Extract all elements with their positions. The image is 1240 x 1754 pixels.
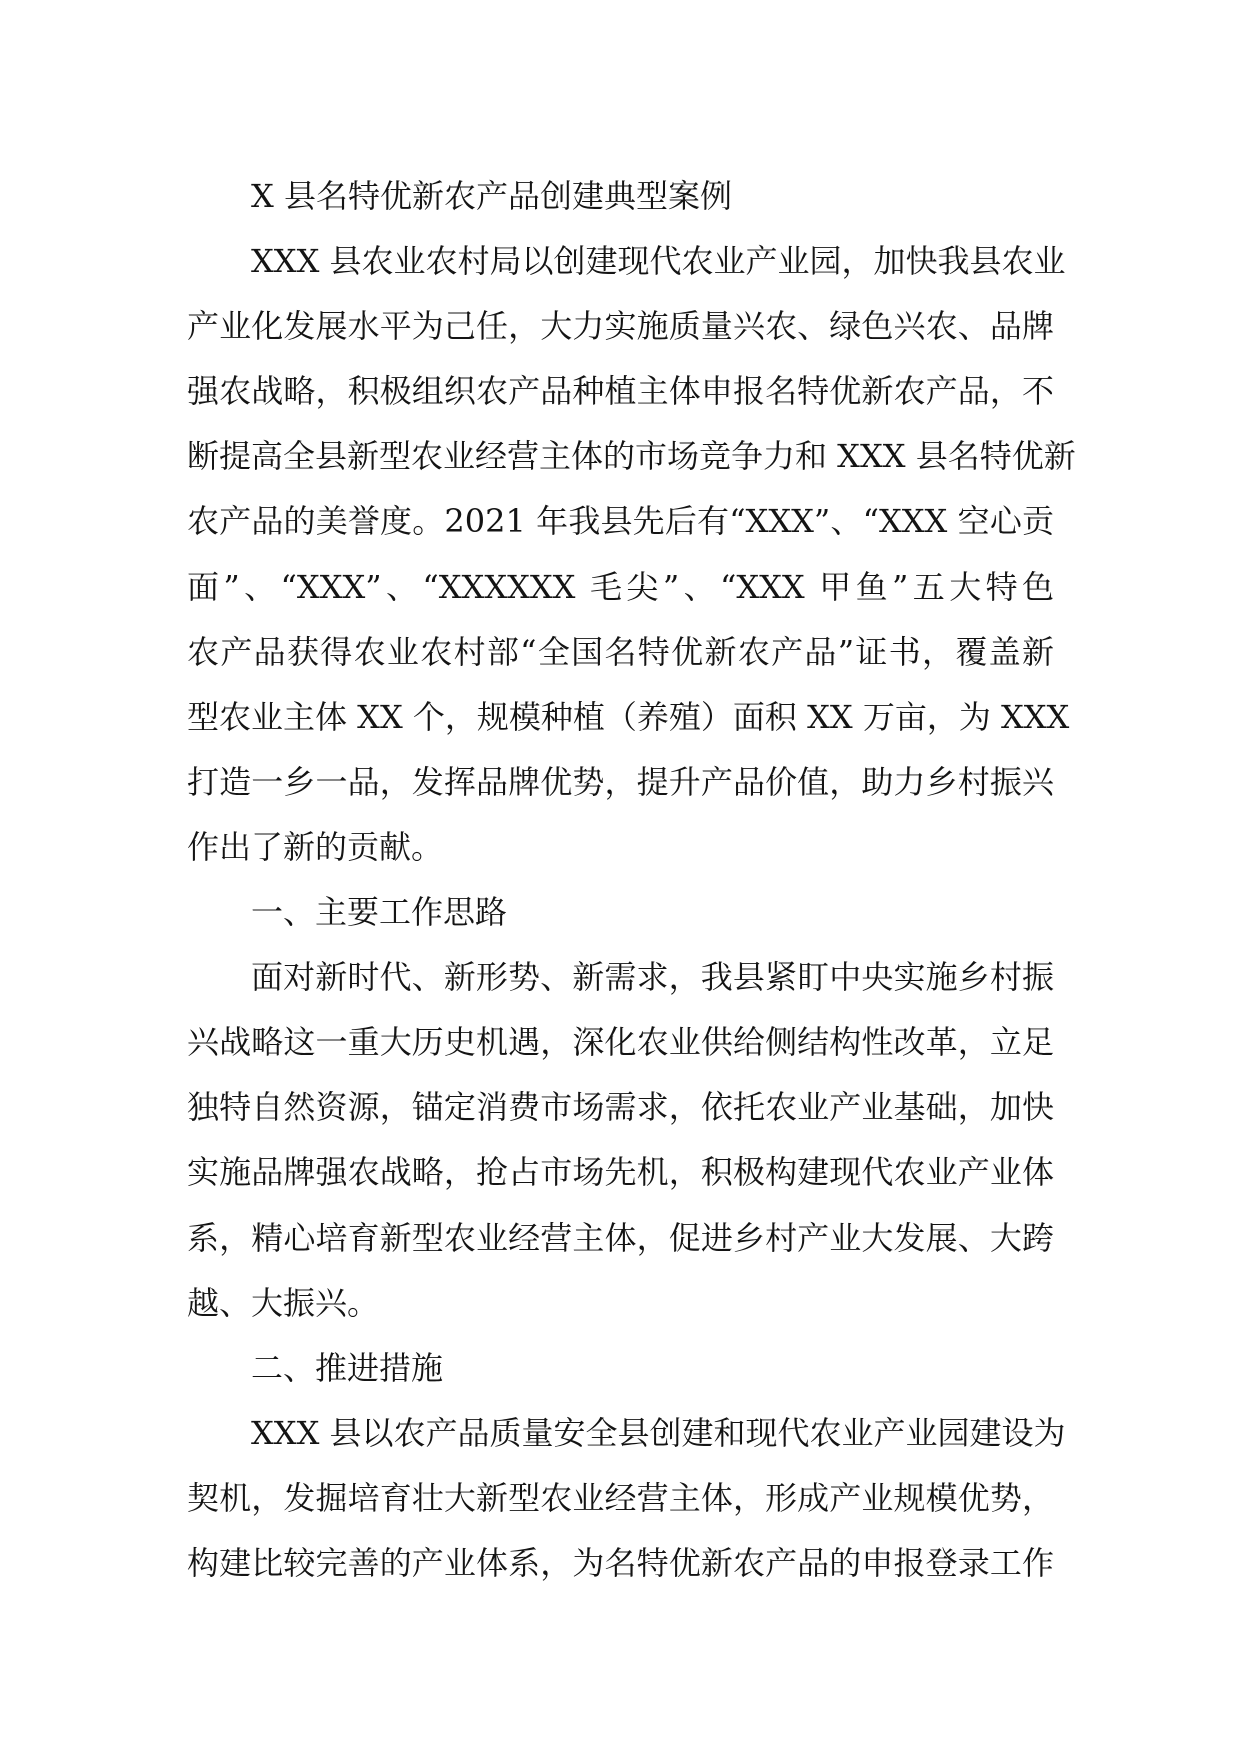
text-line: 产业化发展水平为己任，大力实施质量兴农、绿色兴农、品牌 [187,307,1054,346]
text-line: XXX 县农业农村局以创建现代农业产业园，加快我县农业 [251,242,1066,281]
text-line: 农产品的美誉度。2021 年我县先后有“XXX”、“XXX 空心贡 [187,502,1054,541]
text-line: 构建比较完善的产业体系，为名特优新农产品的申报登录工作 [187,1543,1054,1582]
text-line: 强农战略，积极组织农产品种植主体申报名特优新农产品，不 [187,372,1054,411]
text-line: 系，精心培育新型农业经营主体，促进乡村产业大发展、大跨 [187,1218,1054,1257]
text-line: 面对新时代、新形势、新需求，我县紧盯中央实施乡村振 [251,958,1054,997]
text-line: 面”、“XXX”、“XXXXXX 毛尖”、“XXX 甲鱼”五大特色 [187,567,1054,606]
document-body [187,164,1076,1596]
text-line: XXX 县以农产品质量安全县创建和现代农业产业园建设为 [251,1413,1066,1452]
text-line: 独特自然资源，锚定消费市场需求，依托农业产业基础，加快 [187,1088,1054,1127]
document-title: X 县名特优新农产品创建典型案例 [251,177,732,215]
text-line: 越、大振兴。 [187,1283,380,1322]
text-line: 断提高全县新型农业经营主体的市场竞争力和 XXX 县名特优新 [187,437,1076,476]
text-line: 实施品牌强农战略，抢占市场先机，积极构建现代农业产业体 [187,1153,1054,1192]
text-line: 型农业主体 XX 个，规模种植（养殖）面积 XX 万亩，为 XXX [187,697,1070,736]
section-heading-1: 一、主要工作思路 [251,893,508,932]
text-line: 农产品获得农业农村部“全国名特优新农产品”证书，覆盖新 [187,632,1054,671]
section-heading-2: 二、推进措施 [251,1348,444,1387]
text-line: 作出了新的贡献。 [187,827,444,866]
text-line: 兴战略这一重大历史机遇，深化农业供给侧结构性改革，立足 [187,1023,1054,1062]
text-line: 打造一乡一品，发挥品牌优势，提升产品价值，助力乡村振兴 [187,762,1054,801]
text-line: 契机，发掘培育壮大新型农业经营主体，形成产业规模优势， [187,1478,1054,1517]
